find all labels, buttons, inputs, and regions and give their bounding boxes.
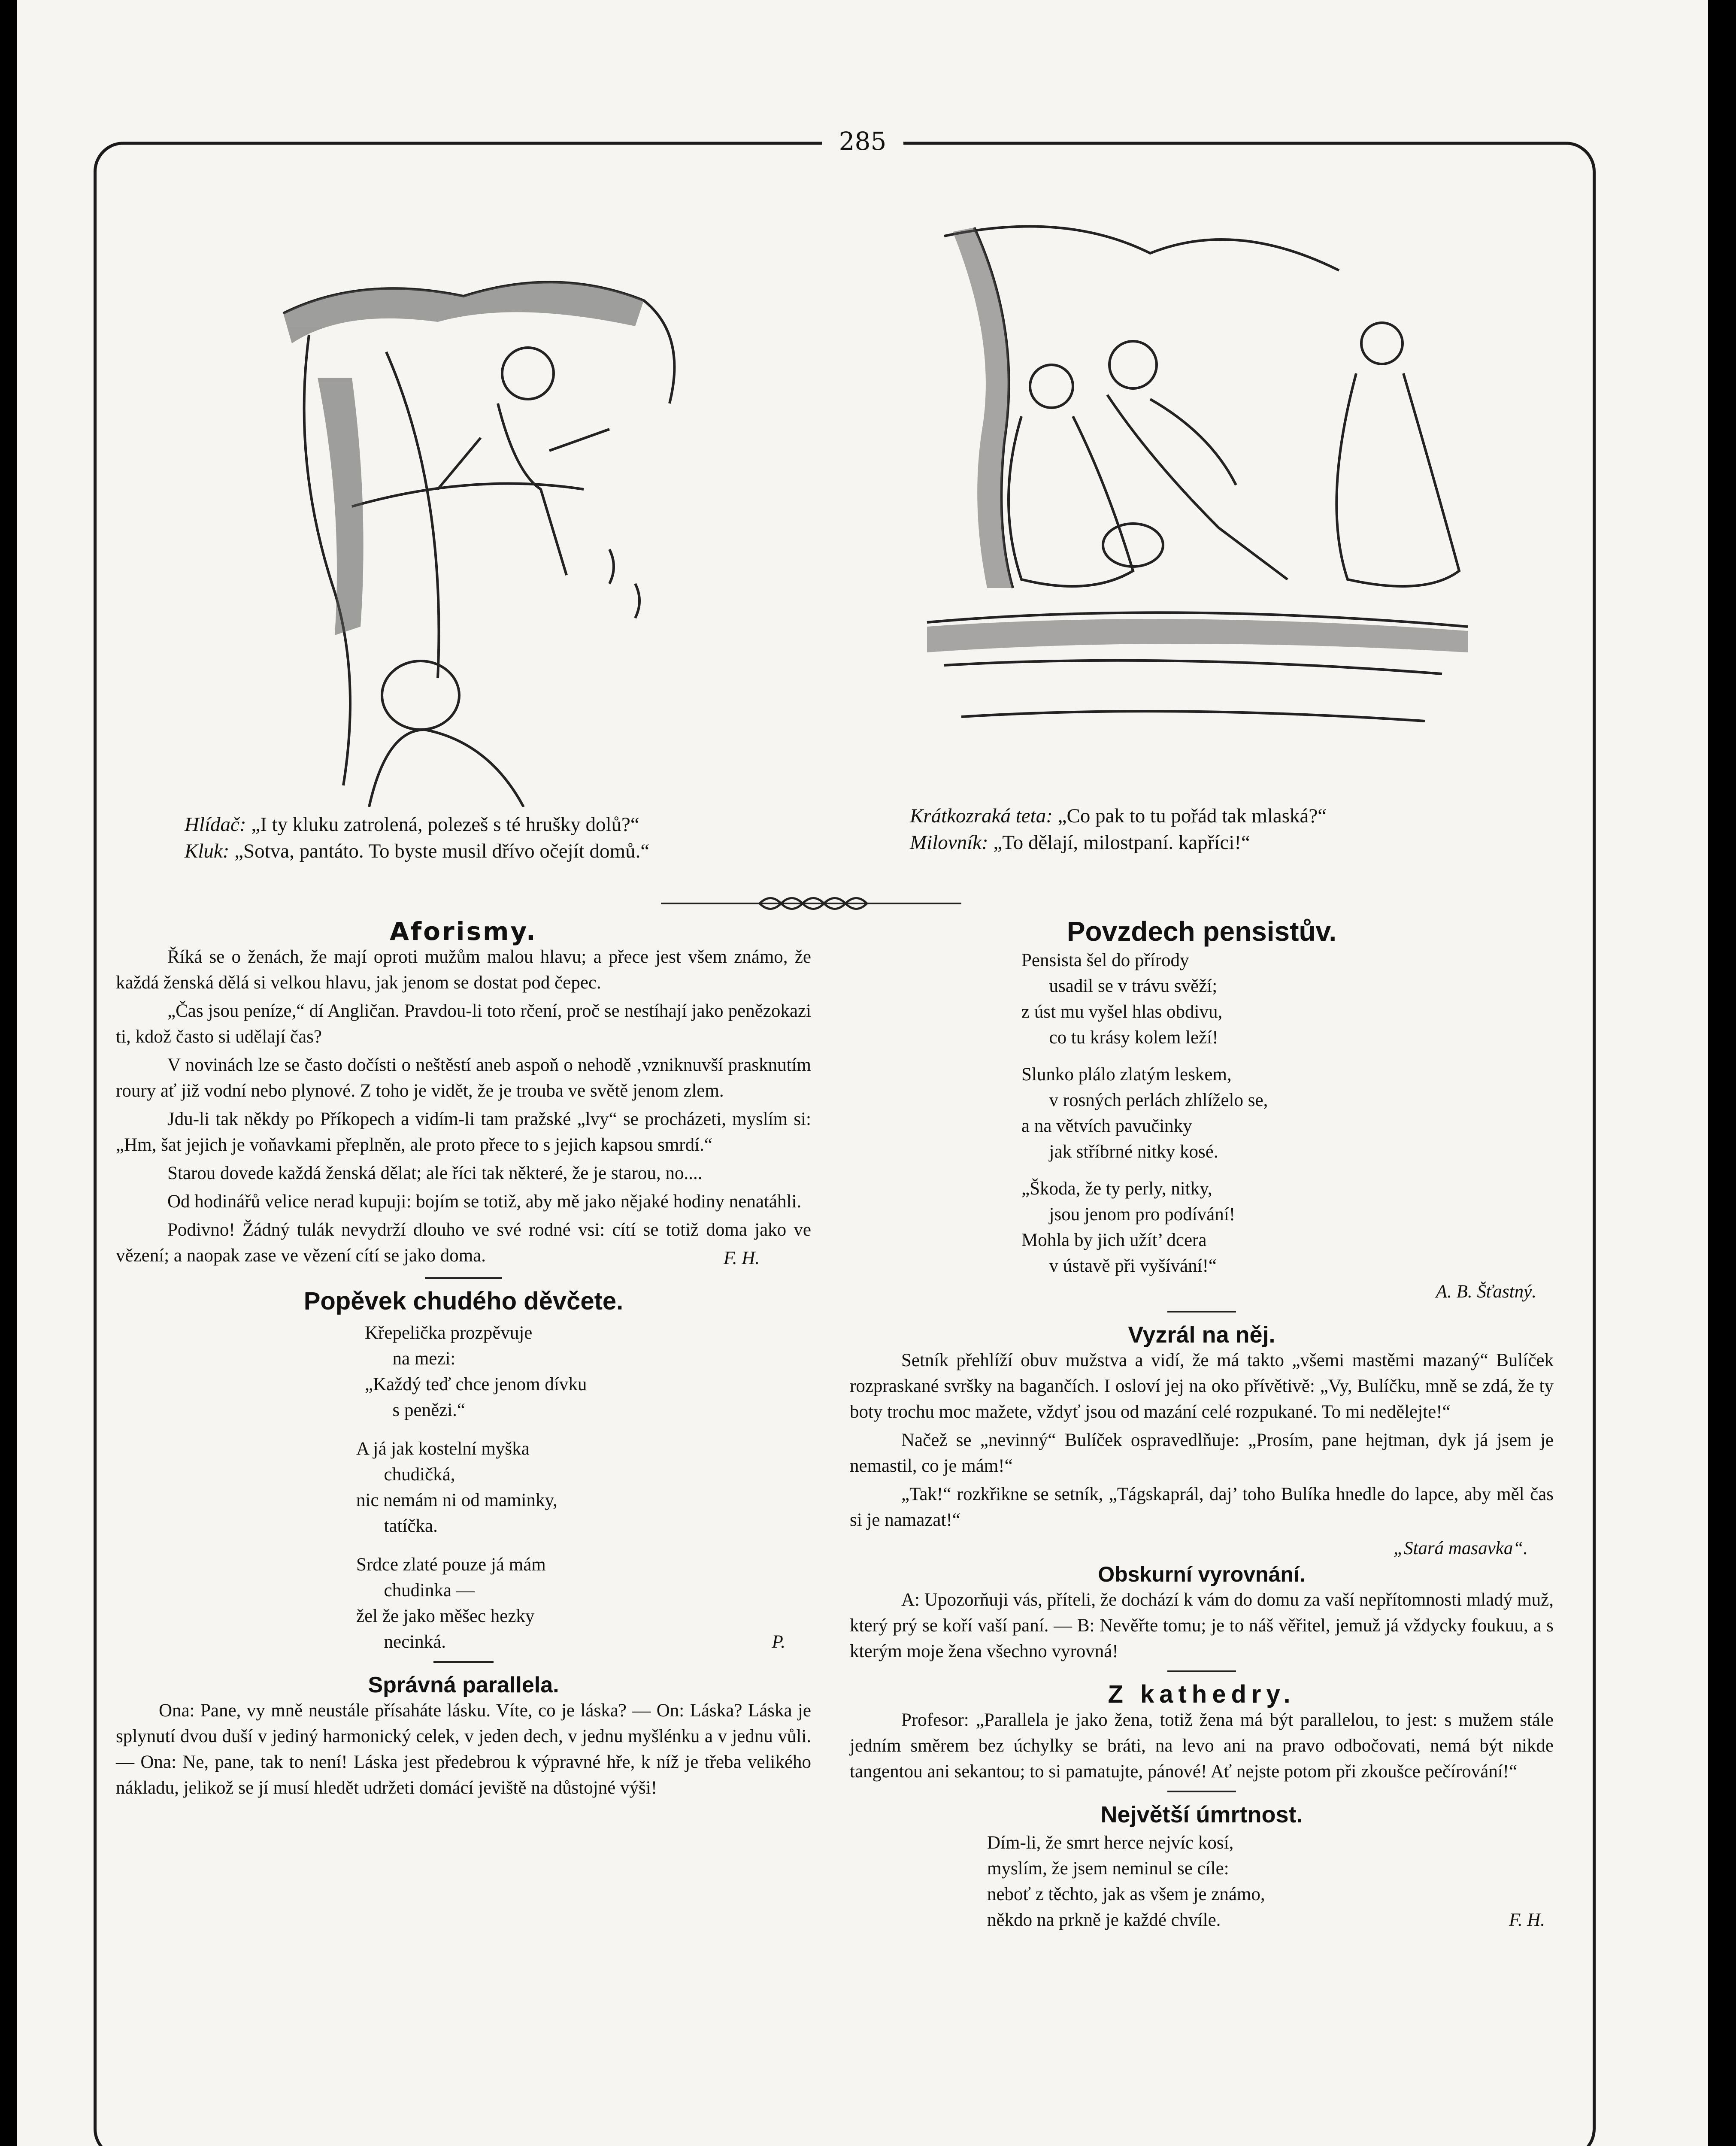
aforismy-p3: V novinách lze se často dočísti o neštěstí aneb aspoň o nehodě ‚vzniknuvší prasknutím roury ať již vodní nebo plynové. Z toho je vidět, že je trouba ve světě jenom zlem. [116, 1055, 811, 1101]
popevek-signature: P. [772, 1632, 785, 1652]
aforismy-p1: Říká se o ženách, že mají oproti mužům malou hlavu; a přece jest všem známo, že každá ženská dělá si velkou hlavu, jak jenom se dostat pod čepec. [116, 947, 811, 993]
page-sheet [17, 0, 1708, 2146]
urtnost-lines: Dím-li, že smrt herce nejvíc kosí, myslím, že jsem neminul se cíle: neboť z těchto, jak as všem je známo, někdo na prkně je každé chvíle. [987, 1833, 1265, 1930]
aforismy-signature: F. H. [723, 1248, 760, 1268]
vyzral-signature: „Stará masavka“. [1394, 1538, 1528, 1558]
illustration-boy-in-tree [258, 249, 704, 807]
popevek-title: Popěvek chudého děvčete. [303, 1287, 624, 1315]
povzdech-stanza-2: Slunko plálo zlatým leskem, v rosných perlách zhlíželo se, a na větvích pavučinky jak stříbrné nitky kosé. [1021, 1064, 1268, 1162]
aforismy-p6: Od hodinářů velice nerad kupuji: bojím se totiž, aby mě jako nějaké hodiny nenatáhli. [167, 1191, 802, 1212]
popevek-stanza-1: Křepelička prozpěvuje na mezi: „Každý teď chce jenom dívku s penězi.“ [365, 1323, 587, 1420]
urtnost-title: Největší úmrtnost. [1100, 1802, 1303, 1828]
popevek-stanza-3: Srdce zlaté pouze já mám chudinka — žel že jako měšec hezky necinká. [356, 1555, 546, 1652]
divider [425, 1277, 502, 1279]
vyzral-p1: Setník přehlíží obuv mužstva a vidí, že má takto „všemi mastěmi mazaný“ Bulíček rozpraskané svršky na bagančích. I osloví jej na oko přívětivě: „Vy, Bulíčku, mně se zdá, že ty boty trochu moc mažete, vždyť jsou od mazání celé rozpukané. To mi nedělejte!“ [850, 1350, 1554, 1422]
vyzral-p3: „Tak!“ rozkřikne se setník, „Tágskaprál, daj’ toho Bulíka hnedle do lapce, aby měl čas si je namazat!“ [850, 1484, 1554, 1530]
aforismy-title: Aforismy. [390, 917, 537, 946]
aforismy-p5: Starou dovede každá ženská dělat; ale říci tak některé, že je starou, no.... [167, 1163, 703, 1183]
povzdech-signature: A. B. Šťastný. [1436, 1282, 1536, 1302]
right-column [850, 918, 1554, 1933]
divider [433, 1661, 494, 1663]
kathedry-title: Z kathedry. [1108, 1680, 1296, 1708]
obskurni-title: Obskurní vyrovnání. [1098, 1562, 1306, 1586]
vyzral-title: Vyzrál na něj. [1128, 1322, 1275, 1348]
aforismy-p7: Podivno! Žádný tulák nevydrží dlouho ve své rodné vsi: cítí se totiž doma jako ve vězení; a naopak zase ve vězení cítí se jako doma. [116, 1220, 811, 1266]
parallela-title: Správná parallela. [368, 1673, 559, 1697]
obskurni-text: A: Upozorňuji vás, příteli, že dochází k vám do domu za vaší nepřítomnosti mladý muž, který prý se koří vaší paní. — B: Nevěřte tomu; je to náš věřitel, jemuž já vždycky foukuu, a s kterým moje žena všechno vyrovná! [850, 1590, 1554, 1661]
caption-right: Krátkozraká teta: „Co pak to tu pořád tak mlaská?“ Milovník: „To dělají, milostpaní. kapříci!“ [910, 805, 1327, 854]
aforismy-p4: Jdu-li tak někdy po Příkopech a vidím-li tam pražské „lvy“ se procházeti, myslím si: „Hm, šat jejich je voňavkami přeplněn, ale proto přece to s jejich kapsou smrdí.“ [116, 1109, 811, 1155]
divider [1167, 1311, 1236, 1312]
popevek-stanza-2: A já jak kostelní myška chudičká, nic nemám ni od maminky, tatíčka. [356, 1439, 557, 1536]
page-number: 285 [17, 127, 1708, 156]
decorative-ornament [661, 893, 961, 914]
povzdech-title: Povzdech pensistův. [1066, 916, 1337, 947]
povzdech-stanza-1: Pensista šel do přírody usadil se v trávu svěží; z úst mu vyšel hlas obdivu, co tu krásy kolem leží! [1021, 950, 1223, 1048]
aforismy-p2: „Čas jsou peníze,“ dí Angličan. Pravdou-li toto rčení, proč se nestíhají jako penězokazi ti, kdož často si udělají čas? [116, 1001, 811, 1047]
divider [1167, 1791, 1236, 1792]
urtnost-signature: F. H. [1509, 1910, 1545, 1930]
vyzral-p2: Načež se „nevinný“ Bulíček ospravedlňuje: „Prosím, pane hejtman, dyk já jsem je nemastil, co je mám!“ [850, 1430, 1554, 1476]
divider [1167, 1670, 1236, 1672]
caption-left: Hlídač: „I ty kluku zatrolená, polezeš s té hrušky dolů?“ Kluk: „Sotva, pantáto. To byste musil dřívo očejít domů.“ [185, 813, 650, 862]
left-column [116, 918, 811, 1803]
illustration-picnic-by-water [910, 202, 1485, 785]
parallela-text: Ona: Pane, vy mně neustále přísaháte lásku. Víte, co je láska? — On: Láska? Láska je splynutí dvou duší v jediný harmonický celek, v jeden dech, v jednu myšlénku a v jednu vůli. — Ona: Ne, pane, tak to není! Láska jest předebrou k výpravné hře, k níž je třeba velikého nákladu, jelikož se jí musí hledět udržeti domácí jeviště na důstojné výši! [116, 1700, 811, 1798]
povzdech-stanza-3: „Škoda, že ty perly, nitky, jsou jenom pro podívání! Mohla by jich užít’ dcera v ústavě při vyšívání!“ [1021, 1179, 1236, 1276]
kathedry-text: Profesor: „Parallela je jako žena, totiž žena má být parallelou, to jest: s mužem stále jedním směrem bez úchylky se bráti, na levo ani na pravo odbočovati, nemá být nikde tangentou ani sekantou; to si pamatujte, pánové! Ať nejste potom při zkoušce pečírování!“ [850, 1710, 1554, 1782]
